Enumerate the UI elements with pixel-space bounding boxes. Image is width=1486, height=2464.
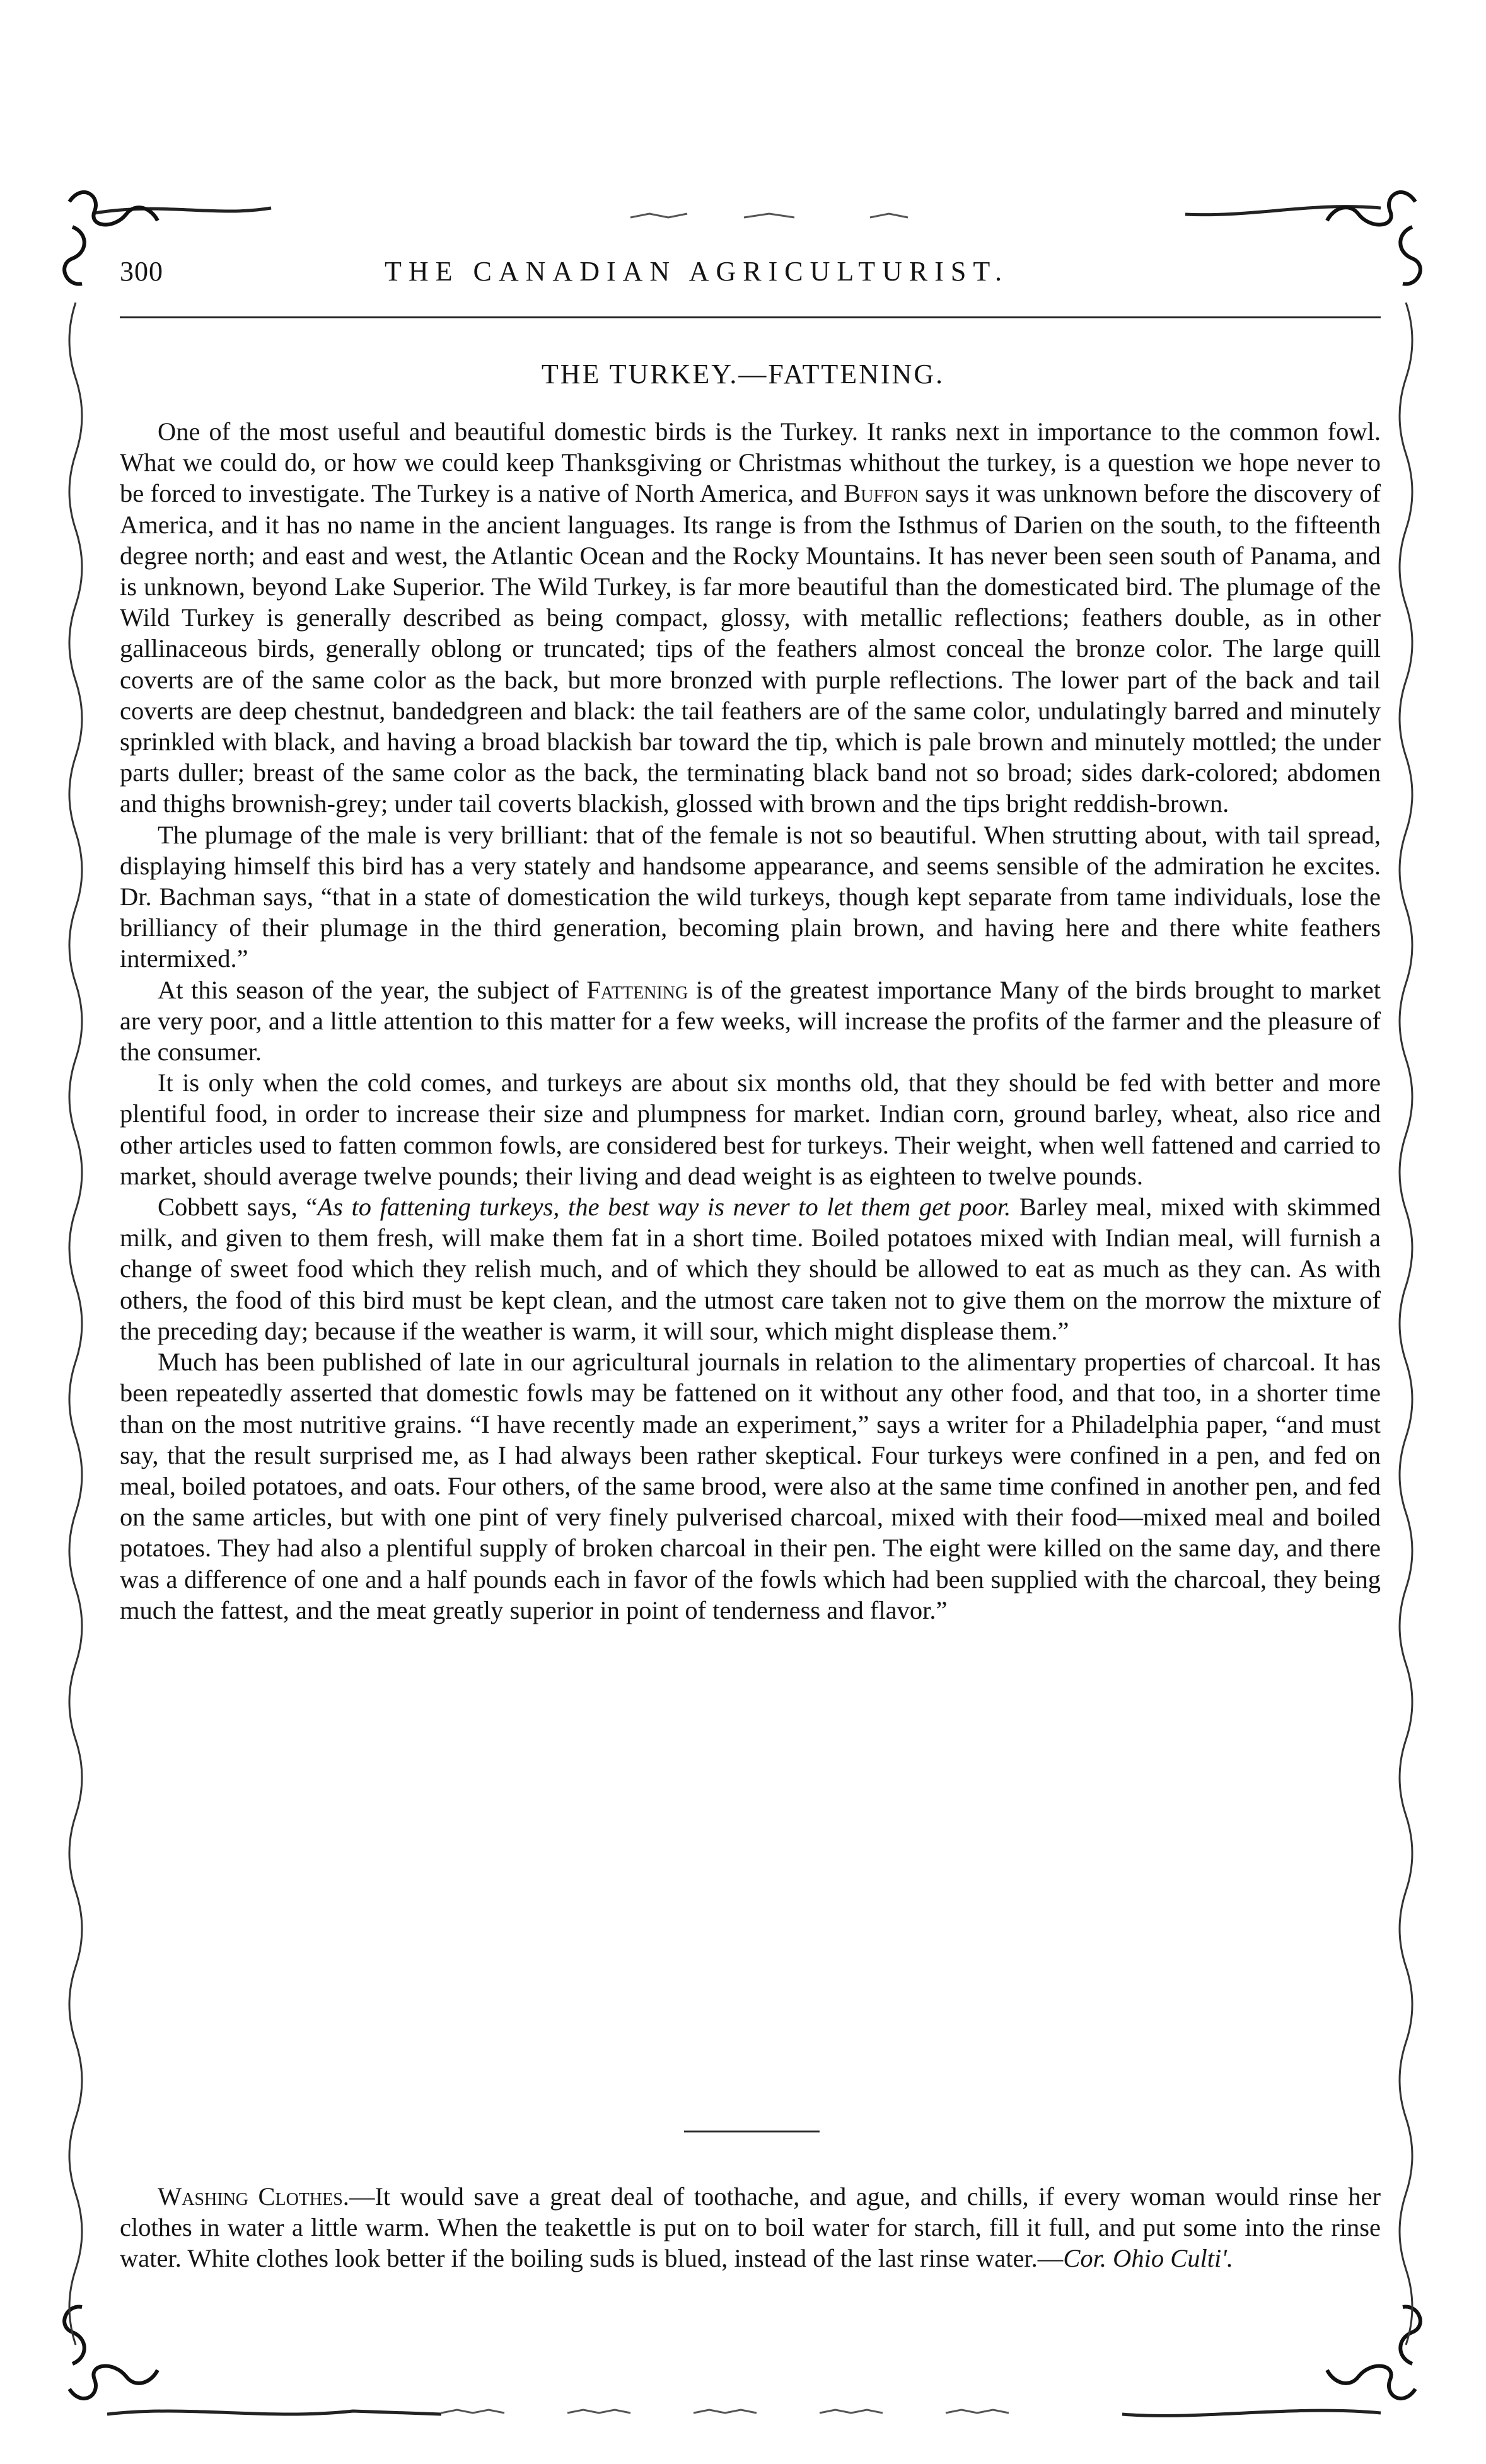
page-number: 300 <box>120 256 163 287</box>
paragraph: Cobbett says, “As to fattening turkeys, the best way is never to let them get poor. Barley meal, mixed with skimmed milk, and given to them fresh, will make them fat in a short time. Boiled potatoes mixed with Indian meal, will furnish a change of sweet food which they relish much, and of which they should be allowed to eat as much as they can. As with others, the food of this bird must be kept clean, and the utmost care taken not to give them on the morrow the mixture of the preceding day; because if the weather is warm, it will sour, which might displease them.” <box>120 1193 1381 1345</box>
article-body <box>120 416 1381 1626</box>
page-header <box>120 255 1381 293</box>
article-title: THE TURKEY.—FATTENING. <box>541 359 945 390</box>
note-source: Cor. Ohio Culti'. <box>1063 2244 1234 2273</box>
cobbett-quote: As to fattening turkeys, the best way is never to let them get poor. <box>317 1193 1011 1222</box>
paragraph: At this season of the year, the subject of Fattening is of the greatest importance Many of the birds brought to market are very poor, and a little attention to this matter for a few weeks, will increase the profits of the farmer and the pleasure of the consumer. <box>120 975 1381 1067</box>
header-rule <box>120 316 1381 318</box>
fattening-term: Fattening <box>586 975 688 1004</box>
running-title: THE CANADIAN AGRICULTURIST. <box>385 256 1009 287</box>
note-heading: Washing Clothes. <box>158 2182 349 2211</box>
paragraph: One of the most useful and beautiful domestic birds is the Turkey. It ranks next in importance to the common fowl. What we could do, or how we could keep Thanksgiving or Christmas whithout the turkey, is a question we hope never to be forced to investigate. The Turkey is a native of North America, and Buffon says it was unknown before the discovery of America, and it has no name in the ancient languages. Its range is from the Isthmus of Darien on the south, to the fifteenth degree north; and east and west, the Atlantic Ocean and the Rocky Mountains. It has never been seen south of Panama, and is unknown, beyond Lake Superior. The Wild Turkey, is far more beautiful than the domesticated bird. The plumage of the Wild Turkey is generally described as being compact, glossy, with metallic reflections; feathers double, as in other gallinaceous birds, generally oblong or truncated; tips of the feathers almost conceal the bronze color. The large quill coverts are of the same color as the back, but more bronzed with purple reflections. The lower part of the back and tail coverts are deep chestnut, bandedgreen and black: the tail feathers are of the same color, undulatingly barred and minutely sprinkled with black, and having a broad blackish bar toward the tip, which is pale brown and minutely mottled; the under parts duller; breast of the same color as the back, the terminating black band not so broad; sides dark-colored; abdomen and thighs brownish-grey; under tail coverts blackish, glossed with brown and the tips bright reddish-brown. <box>120 417 1381 818</box>
washing-clothes-note <box>120 2181 1381 2274</box>
buffon-name: Buffon <box>844 479 919 508</box>
paragraph: Washing Clothes.—It would save a great deal of toothache, and ague, and chills, if every woman would rinse her clothes in water a little warm. When the teakettle is put on to boil water for starch, fill it full, and put some into the rinse water. White clothes look better if the boiling suds is blued, instead of the last rinse water.—Cor. Ohio Culti'. <box>120 2182 1381 2273</box>
paragraph: The plumage of the male is very brilliant: that of the female is not so beautiful. When strutting about, with tail spread, displaying himself this bird has a very stately and handsome appearance, and seems sensible of the admiration he excites. Dr. Bachman says, “that in a state of domestication the wild turkeys, though kept separate from tame individuals, lose the brilliancy of their plumage in the third generation, becoming plain brown, and having here and there white feathers intermixed.” <box>120 820 1381 973</box>
paragraph: It is only when the cold comes, and turkeys are about six months old, that they should be fed with better and more plentiful food, in order to increase their size and plumpness for market. Indian corn, ground barley, wheat, also rice and other articles used to fatten common fowls, are considered best for turkeys. Their weight, when well fattened and carried to market, should average twelve pounds; their living and dead weight is as eighteen to twelve pounds. <box>120 1068 1381 1190</box>
paragraph: Much has been published of late in our agricultural journals in relation to the alimentary properties of charcoal. It has been repeatedly asserted that domestic fowls may be fattened on it without any other food, and that too, in a shorter time than on the most nutritive grains. “I have recently made an experiment,” says a writer for a Philadelphia paper, “and must say, that the result surprised me, as I had always been rather skeptical. Four turkeys were confined in a pen, and fed on meal, boiled potatoes, and oats. Four others, of the same brood, were also at the same time confined in another pen, and fed on the same articles, but with one pint of very finely pulverised charcoal, mixed with their food—mixed meal and boiled potatoes. They had also a plentiful supply of broken charcoal in their pen. The eight were killed on the same day, and there was a difference of one and a half pounds each in favor of the fowls which had been supplied with the charcoal, they being much the fattest, and the meat greatly superior in point of tenderness and flavor.” <box>120 1348 1381 1624</box>
section-divider <box>684 2131 820 2132</box>
